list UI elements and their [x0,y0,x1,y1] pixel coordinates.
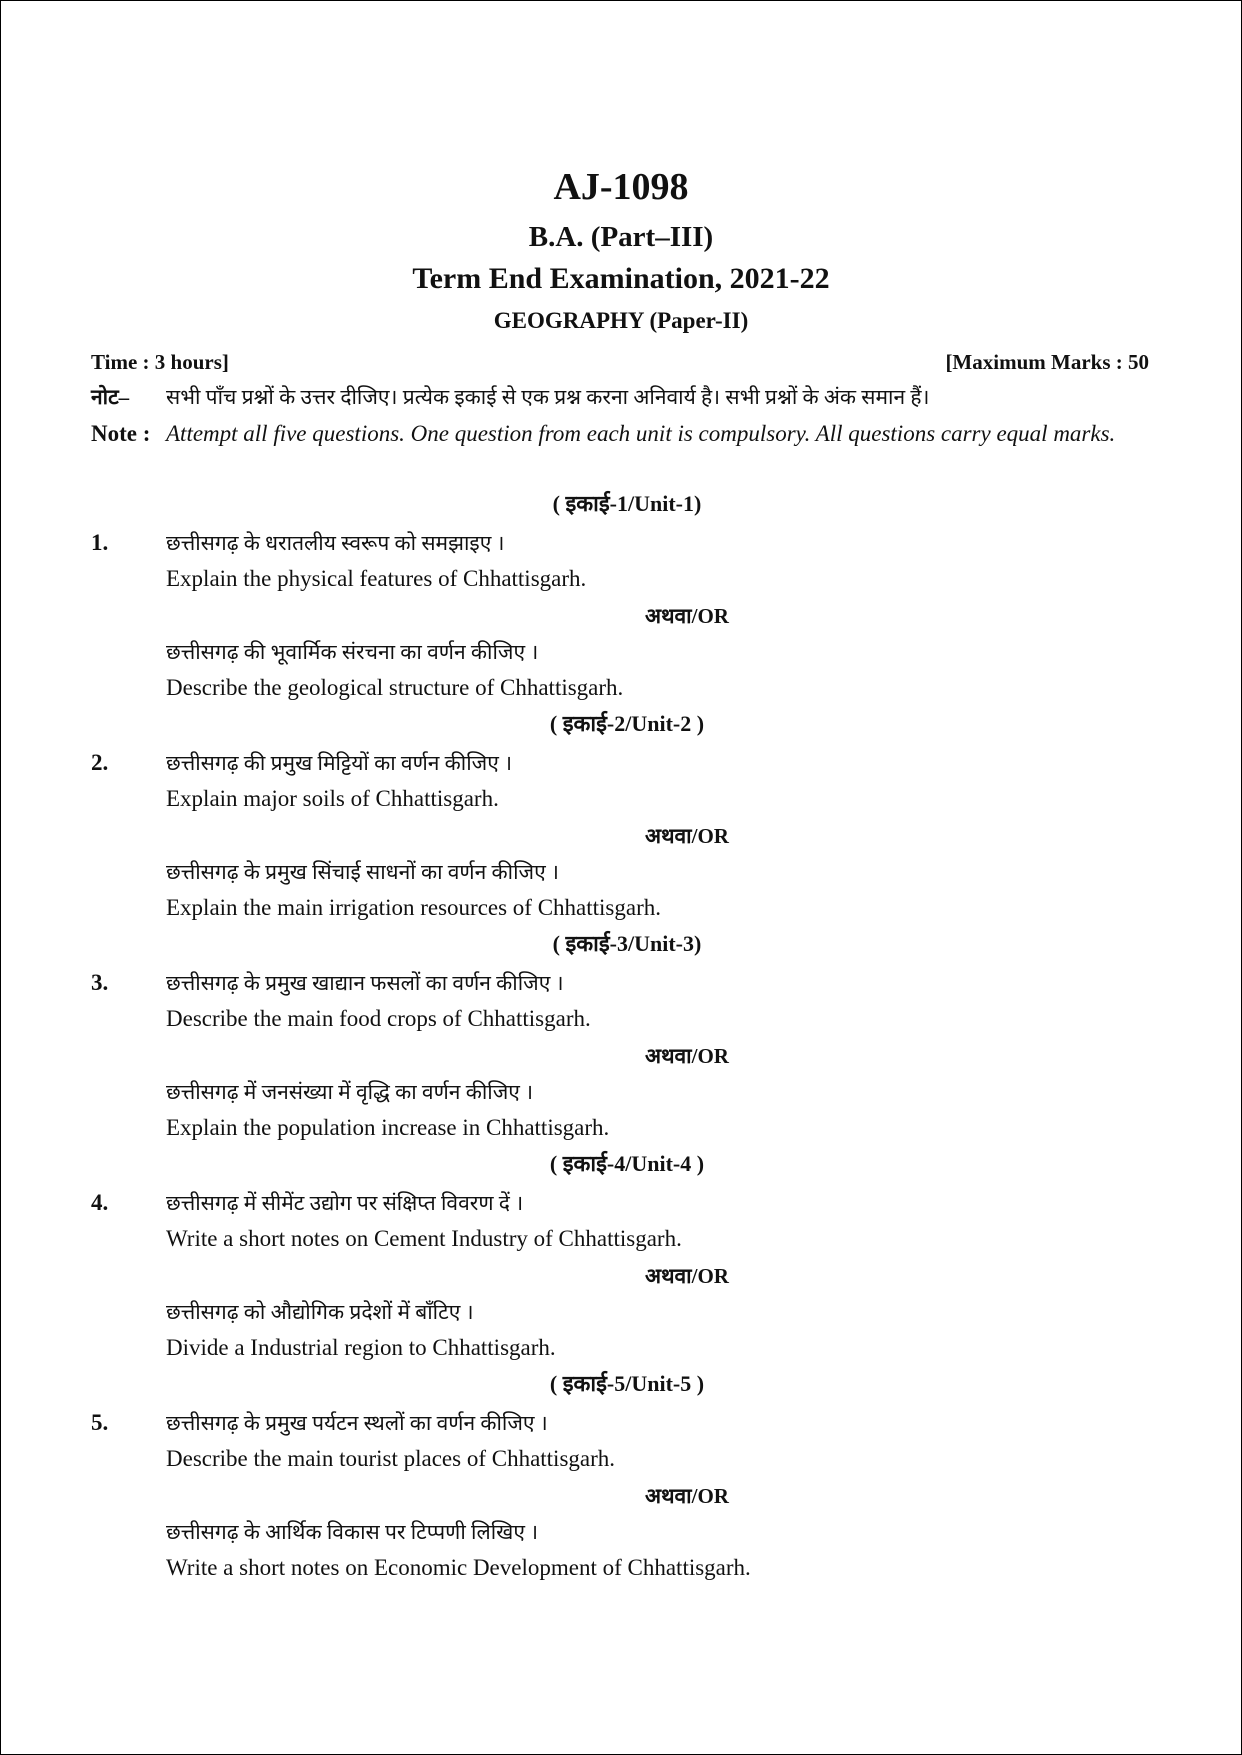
question-number: 2. [91,750,109,775]
alt-question-hindi: छत्तीसगढ़ को औद्योगिक प्रदेशों में बाँटिए । [166,1300,474,1324]
time-allowed: Time : 3 hours] [91,350,229,374]
unit-heading: ( इकाई-5/Unit-5 ) [549,1371,705,1396]
english-note-label: Note : [91,421,151,446]
hindi-note-text: सभी पाँच प्रश्नों के उत्तर दीजिए। प्रत्येक इकाई से एक प्रश्न करना अनिवार्य है। सभी प्रश्नों के अंक समान हैं। [166,385,930,409]
question-number: 3. [91,970,109,995]
hindi-note-label: नोट– [91,385,130,409]
hindi-note [91,381,1161,413]
question-hindi: छत्तीसगढ़ में सीमेंट उद्योग पर संक्षिप्त विवरण दें । [166,1191,524,1215]
alt-question-hindi: छत्तीसगढ़ की भूवार्मिक संरचना का वर्णन कीजिए । [166,640,539,664]
question-number: 1. [91,530,109,555]
alt-question-english: Explain the main irrigation resources of Chhattisgarh. [166,895,662,920]
or-divider: अथवा/OR [645,1044,729,1068]
alt-question-english: Explain the population increase in Chhattisgarh. [166,1115,610,1140]
question-english: Describe the main food crops of Chhattisgarh. [166,1006,591,1031]
exam-title: Term End Examination, 2021-22 [412,262,830,295]
or-divider: अथवा/OR [645,1484,729,1508]
question-english: Describe the main tourist places of Chhattisgarh. [166,1446,616,1471]
alt-question-english: Write a short notes on Economic Development of Chhattisgarh. [166,1555,751,1580]
unit-heading: ( इकाई-4/Unit-4 ) [549,1151,705,1176]
english-note [91,416,1156,452]
alt-question-hindi: छत्तीसगढ़ में जनसंख्या में वृद्धि का वर्णन कीजिए । [166,1080,534,1104]
alt-question-hindi: छत्तीसगढ़ के प्रमुख सिंचाई साधनों का वर्णन कीजिए । [166,860,559,884]
unit-heading: ( इकाई-2/Unit-2 ) [549,711,705,736]
question-number: 4. [91,1190,109,1215]
paper-code: AJ-1098 [553,166,689,208]
or-divider: अथवा/OR [645,604,729,628]
question-english: Write a short notes on Cement Industry of Chhattisgarh. [166,1226,682,1251]
alt-question-english: Describe the geological structure of Chhattisgarh. [166,675,624,700]
course-title: B.A. (Part–III) [528,221,714,253]
paper-header [1,164,1241,336]
english-note-text: Attempt all five questions. One question from each unit is compulsory. All questions carry equal marks. [166,421,1116,446]
subject-title: GEOGRAPHY (Paper-II) [493,308,749,333]
question-hindi: छत्तीसगढ़ के प्रमुख खाद्यान फसलों का वर्णन कीजिए । [166,971,564,995]
question-english: Explain the physical features of Chhattisgarh. [166,566,587,591]
question-hindi: छत्तीसगढ़ के प्रमुख पर्यटन स्थलों का वर्णन कीजिए । [166,1411,548,1435]
or-divider: अथवा/OR [645,1264,729,1288]
unit-heading: ( इकाई-1/Unit-1) [552,491,702,516]
or-divider: अथवा/OR [645,824,729,848]
maximum-marks: [Maximum Marks : 50 [945,350,1149,374]
unit-heading: ( इकाई-3/Unit-3) [552,931,702,956]
alt-question-english: Divide a Industrial region to Chhattisgarh. [166,1335,556,1360]
question-hindi: छत्तीसगढ़ की प्रमुख मिट्टियों का वर्णन कीजिए । [166,751,513,775]
alt-question-hindi: छत्तीसगढ़ के आर्थिक विकास पर टिप्पणी लिखिए । [166,1520,539,1544]
question-hindi: छत्तीसगढ़ के धरातलीय स्वरूप को समझाइए । [166,531,505,555]
question-english: Explain major soils of Chhattisgarh. [166,786,499,811]
question-number: 5. [91,1410,109,1435]
exam-meta [91,347,1149,377]
